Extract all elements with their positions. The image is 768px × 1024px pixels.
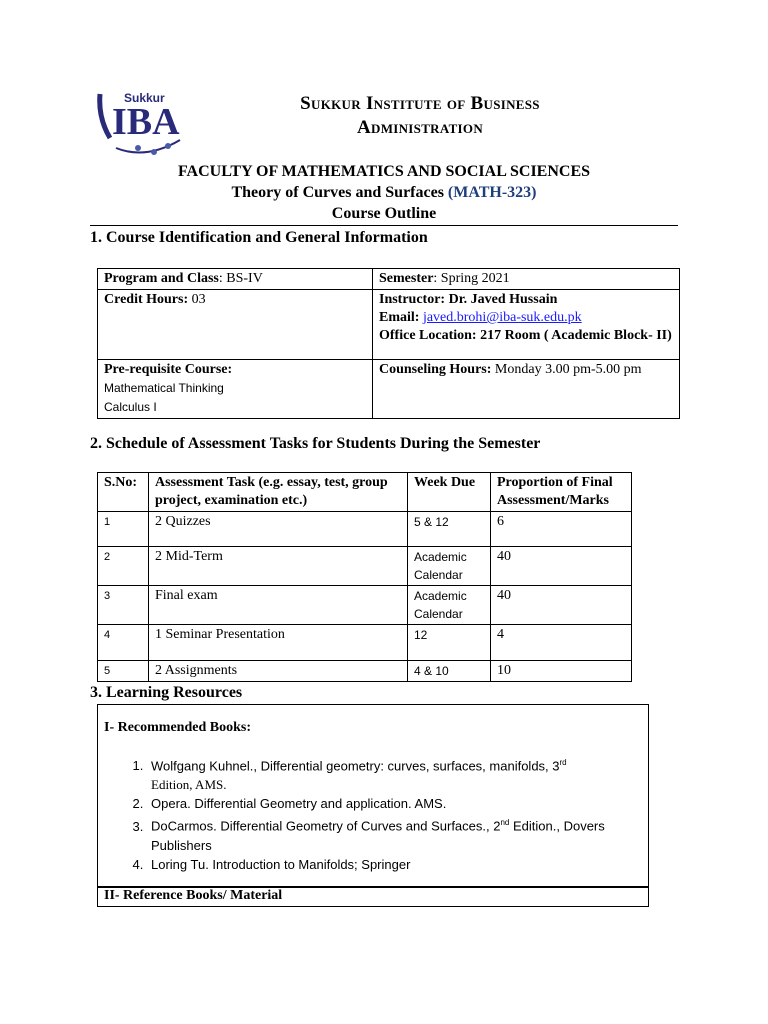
recommended-books-box <box>97 704 649 888</box>
section-1-heading: 1. Course Identification and General Information <box>90 229 428 246</box>
list-item: 3. DoCarmos. Differential Geometry of Curves and Surfaces., 2nd Edition., Dovers Publishers <box>147 813 648 854</box>
recommended-books-list <box>98 753 648 874</box>
course-info-table <box>97 268 680 419</box>
prereq-cell: Pre-requisite Course: Mathematical Thinking Calculus I <box>98 360 373 419</box>
instructor-cell: Instructor: Dr. Javed Hussain Email: javed.brohi@iba-suk.edu.pk Office Location: 217 Room ( Academic Block- II) <box>373 290 680 360</box>
program-cell: Program and Class: BS-IV <box>98 269 373 290</box>
list-item: 1. Wolfgang Kuhnel., Differential geometry: curves, surfaces, manifolds, 3rd Edition, AMS. <box>147 753 648 794</box>
assessment-table <box>97 472 632 682</box>
iba-logo <box>96 88 192 160</box>
header-marks: Proportion of Final Assessment/Marks <box>491 473 632 512</box>
header-task: Assessment Task (e.g. essay, test, group project, examination etc.) <box>149 473 408 512</box>
table-row: 1 2 Quizzes 5 & 12 6 <box>98 512 632 547</box>
logo-main-text: IBA <box>112 101 180 143</box>
list-item: 2. Opera. Differential Geometry and application. AMS. <box>147 794 648 813</box>
table-row: 3 Final exam Academic Calendar 40 <box>98 586 632 625</box>
assessment-header-row <box>98 473 632 512</box>
institute-line-1: Sukkur Institute of Business <box>300 93 540 114</box>
course-code: (MATH-323) <box>447 184 537 201</box>
section-3-heading: 3. Learning Resources <box>90 684 243 701</box>
course-title-line <box>90 184 678 202</box>
table-row: 5 2 Assignments 4 & 10 10 <box>98 661 632 682</box>
table-row: 4 1 Seminar Presentation 12 4 <box>98 625 632 661</box>
counseling-cell: Counseling Hours: Monday 3.00 pm-5.00 pm <box>373 360 680 419</box>
semester-cell: Semester: Spring 2021 <box>373 269 680 290</box>
reference-books-box <box>97 886 649 907</box>
doc-title: Course Outline <box>331 205 437 222</box>
logo-top-text: Sukkur <box>124 91 165 105</box>
header-sno: S.No: <box>98 473 149 512</box>
header-week: Week Due <box>408 473 491 512</box>
institute-name <box>200 92 640 140</box>
list-item: 4. Loring Tu. Introduction to Manifolds; Springer <box>147 855 648 874</box>
reference-heading: II- Reference Books/ Material <box>104 888 283 903</box>
table-row: 2 2 Mid-Term Academic Calendar 40 <box>98 547 632 586</box>
faculty-name: FACULTY OF MATHEMATICS AND SOCIAL SCIENCES <box>177 163 591 180</box>
email-link[interactable]: javed.brohi@iba-suk.edu.pk <box>422 310 582 325</box>
course-title: Theory of Curves and Surfaces <box>231 184 444 201</box>
section-2-heading: 2. Schedule of Assessment Tasks for Students During the Semester <box>90 435 541 452</box>
recommended-heading: I- Recommended Books: <box>104 720 251 735</box>
credit-cell: Credit Hours: 03 <box>98 290 373 360</box>
institute-line-2: Administration <box>356 117 484 138</box>
header-divider <box>90 225 678 226</box>
